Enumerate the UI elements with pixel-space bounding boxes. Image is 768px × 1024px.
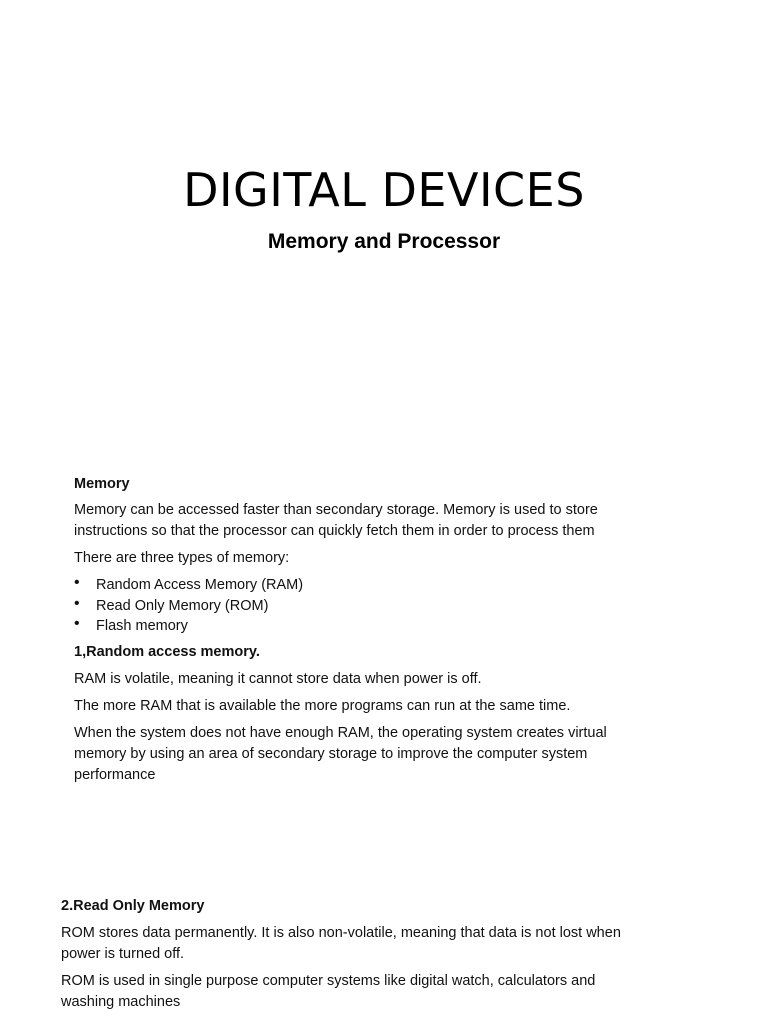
rom-paragraph-2: ROM is used in single purpose computer systems like digital watch, calculators and washing machines: [61, 973, 596, 1010]
list-item: [74, 575, 634, 596]
rom-paragraph-1: ROM stores data permanently. It is also non-volatile, meaning that data is not lost when power is turned off.: [61, 925, 621, 962]
bullet-icon: •: [74, 574, 80, 591]
ram-paragraph-1: RAM is volatile, meaning it cannot store data when power is off.: [74, 670, 482, 687]
page-subtitle: Memory and Processor: [267, 230, 501, 253]
rom-heading: 2.Read Only Memory: [61, 898, 205, 914]
list-item: [74, 596, 634, 617]
ram-heading: 1,Random access memory.: [74, 643, 260, 660]
ram-paragraph-2: The more RAM that is available the more programs can run at the same time.: [74, 697, 571, 714]
rom-section: [61, 896, 621, 1019]
list-item-label: Read Only Memory (ROM): [96, 597, 269, 614]
memory-heading: Memory: [74, 476, 130, 492]
memory-types-list: [74, 575, 634, 637]
bullet-icon: •: [74, 615, 80, 632]
list-item: [74, 616, 634, 637]
bullet-icon: •: [74, 594, 80, 612]
list-item-label: Random Access Memory (RAM): [96, 577, 304, 593]
memory-section: [74, 474, 634, 792]
memory-intro-paragraph: Memory can be accessed faster than secondary storage. Memory is used to store instructions so that the processor can quickly fetch them in order to process them: [74, 502, 598, 539]
memory-types-intro: There are three types of memory:: [74, 550, 290, 566]
ram-paragraph-3: When the system does not have enough RAM, the operating system creates virtual memory by using an area of secondary storage to improve the computer system performance: [74, 724, 607, 783]
list-item-label: Flash memory: [96, 618, 188, 634]
page-title: DIGITAL DEVICES: [183, 163, 585, 217]
